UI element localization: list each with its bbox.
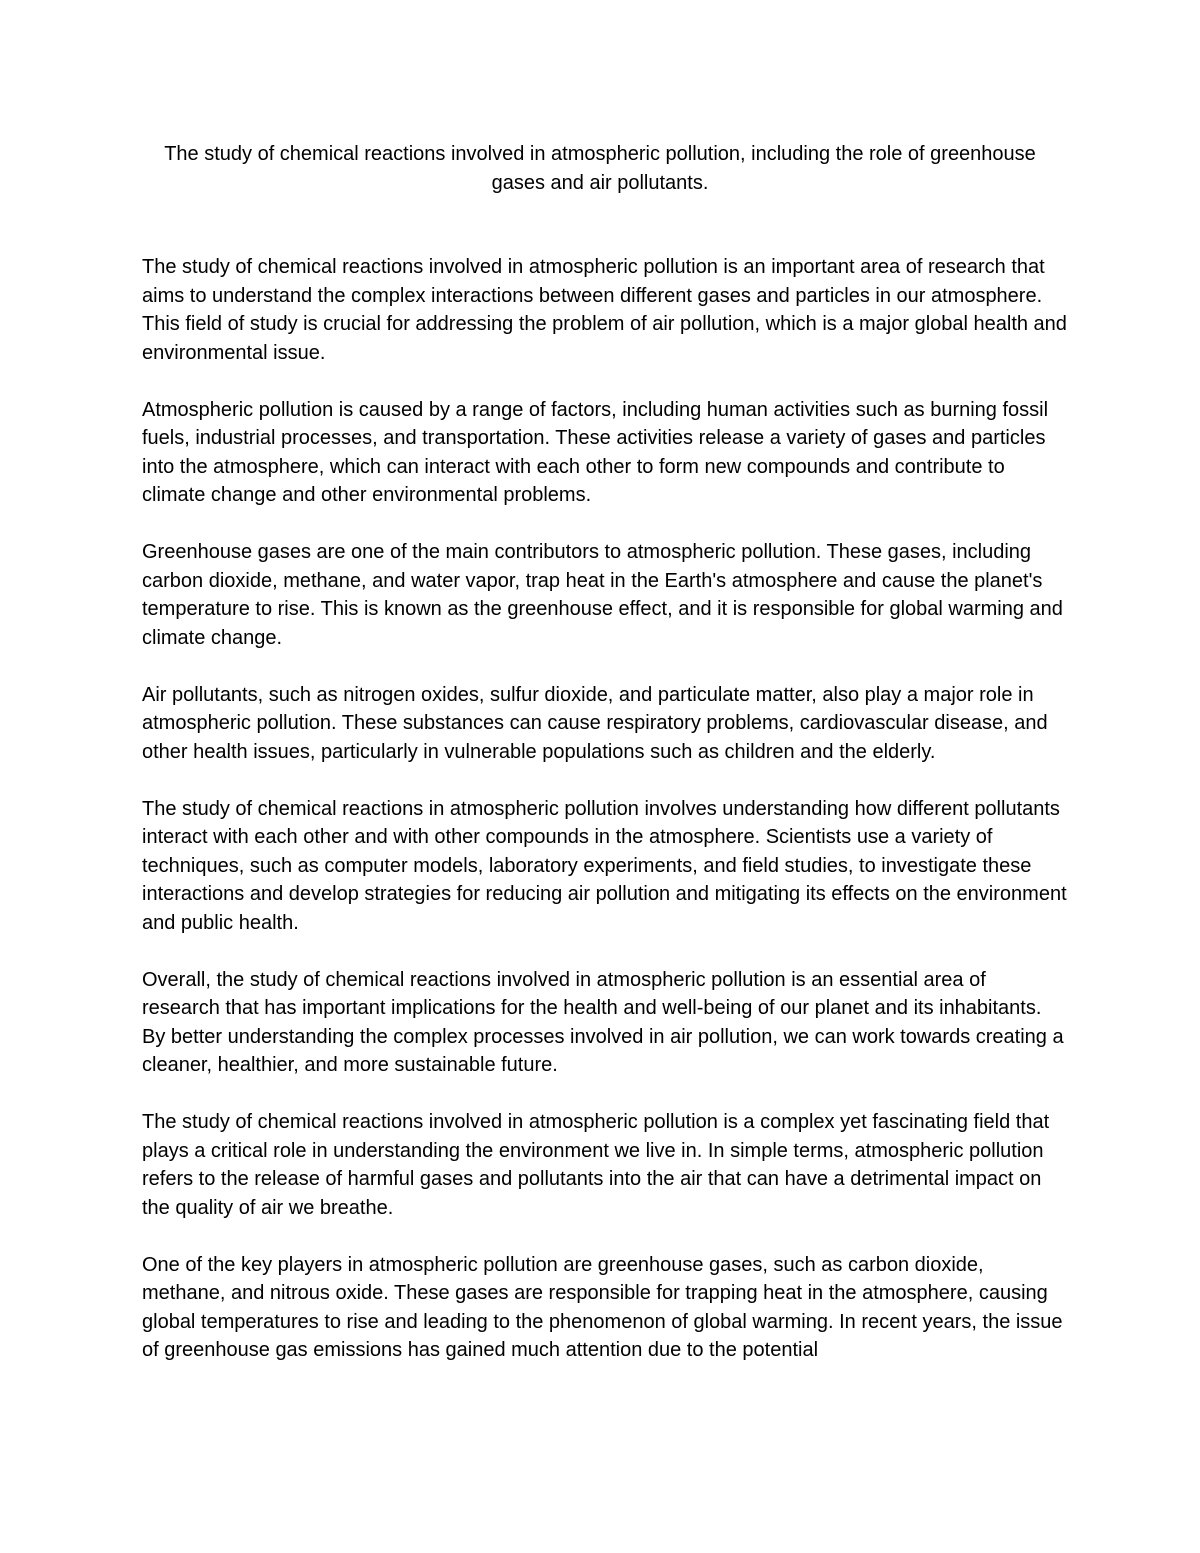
document-title: The study of chemical reactions involved in atmospheric pollution, including the role of greenhouse gases and air pollutants.: [164, 143, 1036, 194]
document-body: [142, 253, 1067, 1393]
paragraph: The study of chemical reactions involved in atmospheric pollution is an important area of research that aims to understand the complex interactions between different gases and particles in our atmosphere. This field of study is crucial for addressing the problem of air pollution, which is a major global health and environmental issue.: [142, 256, 1067, 364]
paragraph: Air pollutants, such as nitrogen oxides, sulfur dioxide, and particulate matter, also play a major role in atmospheric pollution. These substances can cause respiratory problems, cardiovascular disease, and other health issues, particularly in vulnerable populations such as children and the elderly.: [142, 683, 1048, 763]
paragraph: Overall, the study of chemical reactions involved in atmospheric pollution is an essential area of research that has important implications for the health and well-being of our planet and its inhabitants. By better understanding the complex processes involved in air pollution, we can work towards creating a cleaner, healthier, and more sustainable future.: [142, 968, 1064, 1076]
paragraph: The study of chemical reactions in atmospheric pollution involves understanding how different pollutants interact with each other and with other compounds in the atmosphere. Scientists use a variety of techniques, such as computer models, laboratory experiments, and field studies, to investigate these interactions and develop strategies for reducing air pollution and mitigating its effects on the environment and public health.: [142, 797, 1067, 934]
paragraph: Greenhouse gases are one of the main contributors to atmospheric pollution. These gases, including carbon dioxide, methane, and water vapor, trap heat in the Earth's atmosphere and cause the planet's temperature to rise. This is known as the greenhouse effect, and it is responsible for global warming and climate change.: [142, 541, 1063, 649]
paragraph: The study of chemical reactions involved in atmospheric pollution is a complex yet fascinating field that plays a critical role in understanding the environment we live in. In simple terms, atmospheric pollution refers to the release of harmful gases and pollutants into the air that can have a detrimental impact on the quality of air we breathe.: [142, 1111, 1050, 1219]
paragraph: One of the key players in atmospheric pollution are greenhouse gases, such as carbon dioxide, methane, and nitrous oxide. These gases are responsible for trapping heat in the atmosphere, causing global temperatures to rise and leading to the phenomenon of global warming. In recent years, the issue of greenhouse gas emissions has gained much attention due to the potential: [142, 1253, 1063, 1361]
paragraph: Atmospheric pollution is caused by a range of factors, including human activities such as burning fossil fuels, industrial processes, and transportation. These activities release a variety of gases and particles into the atmosphere, which can interact with each other to form new compounds and contribute to climate change and other environmental problems.: [142, 398, 1049, 506]
